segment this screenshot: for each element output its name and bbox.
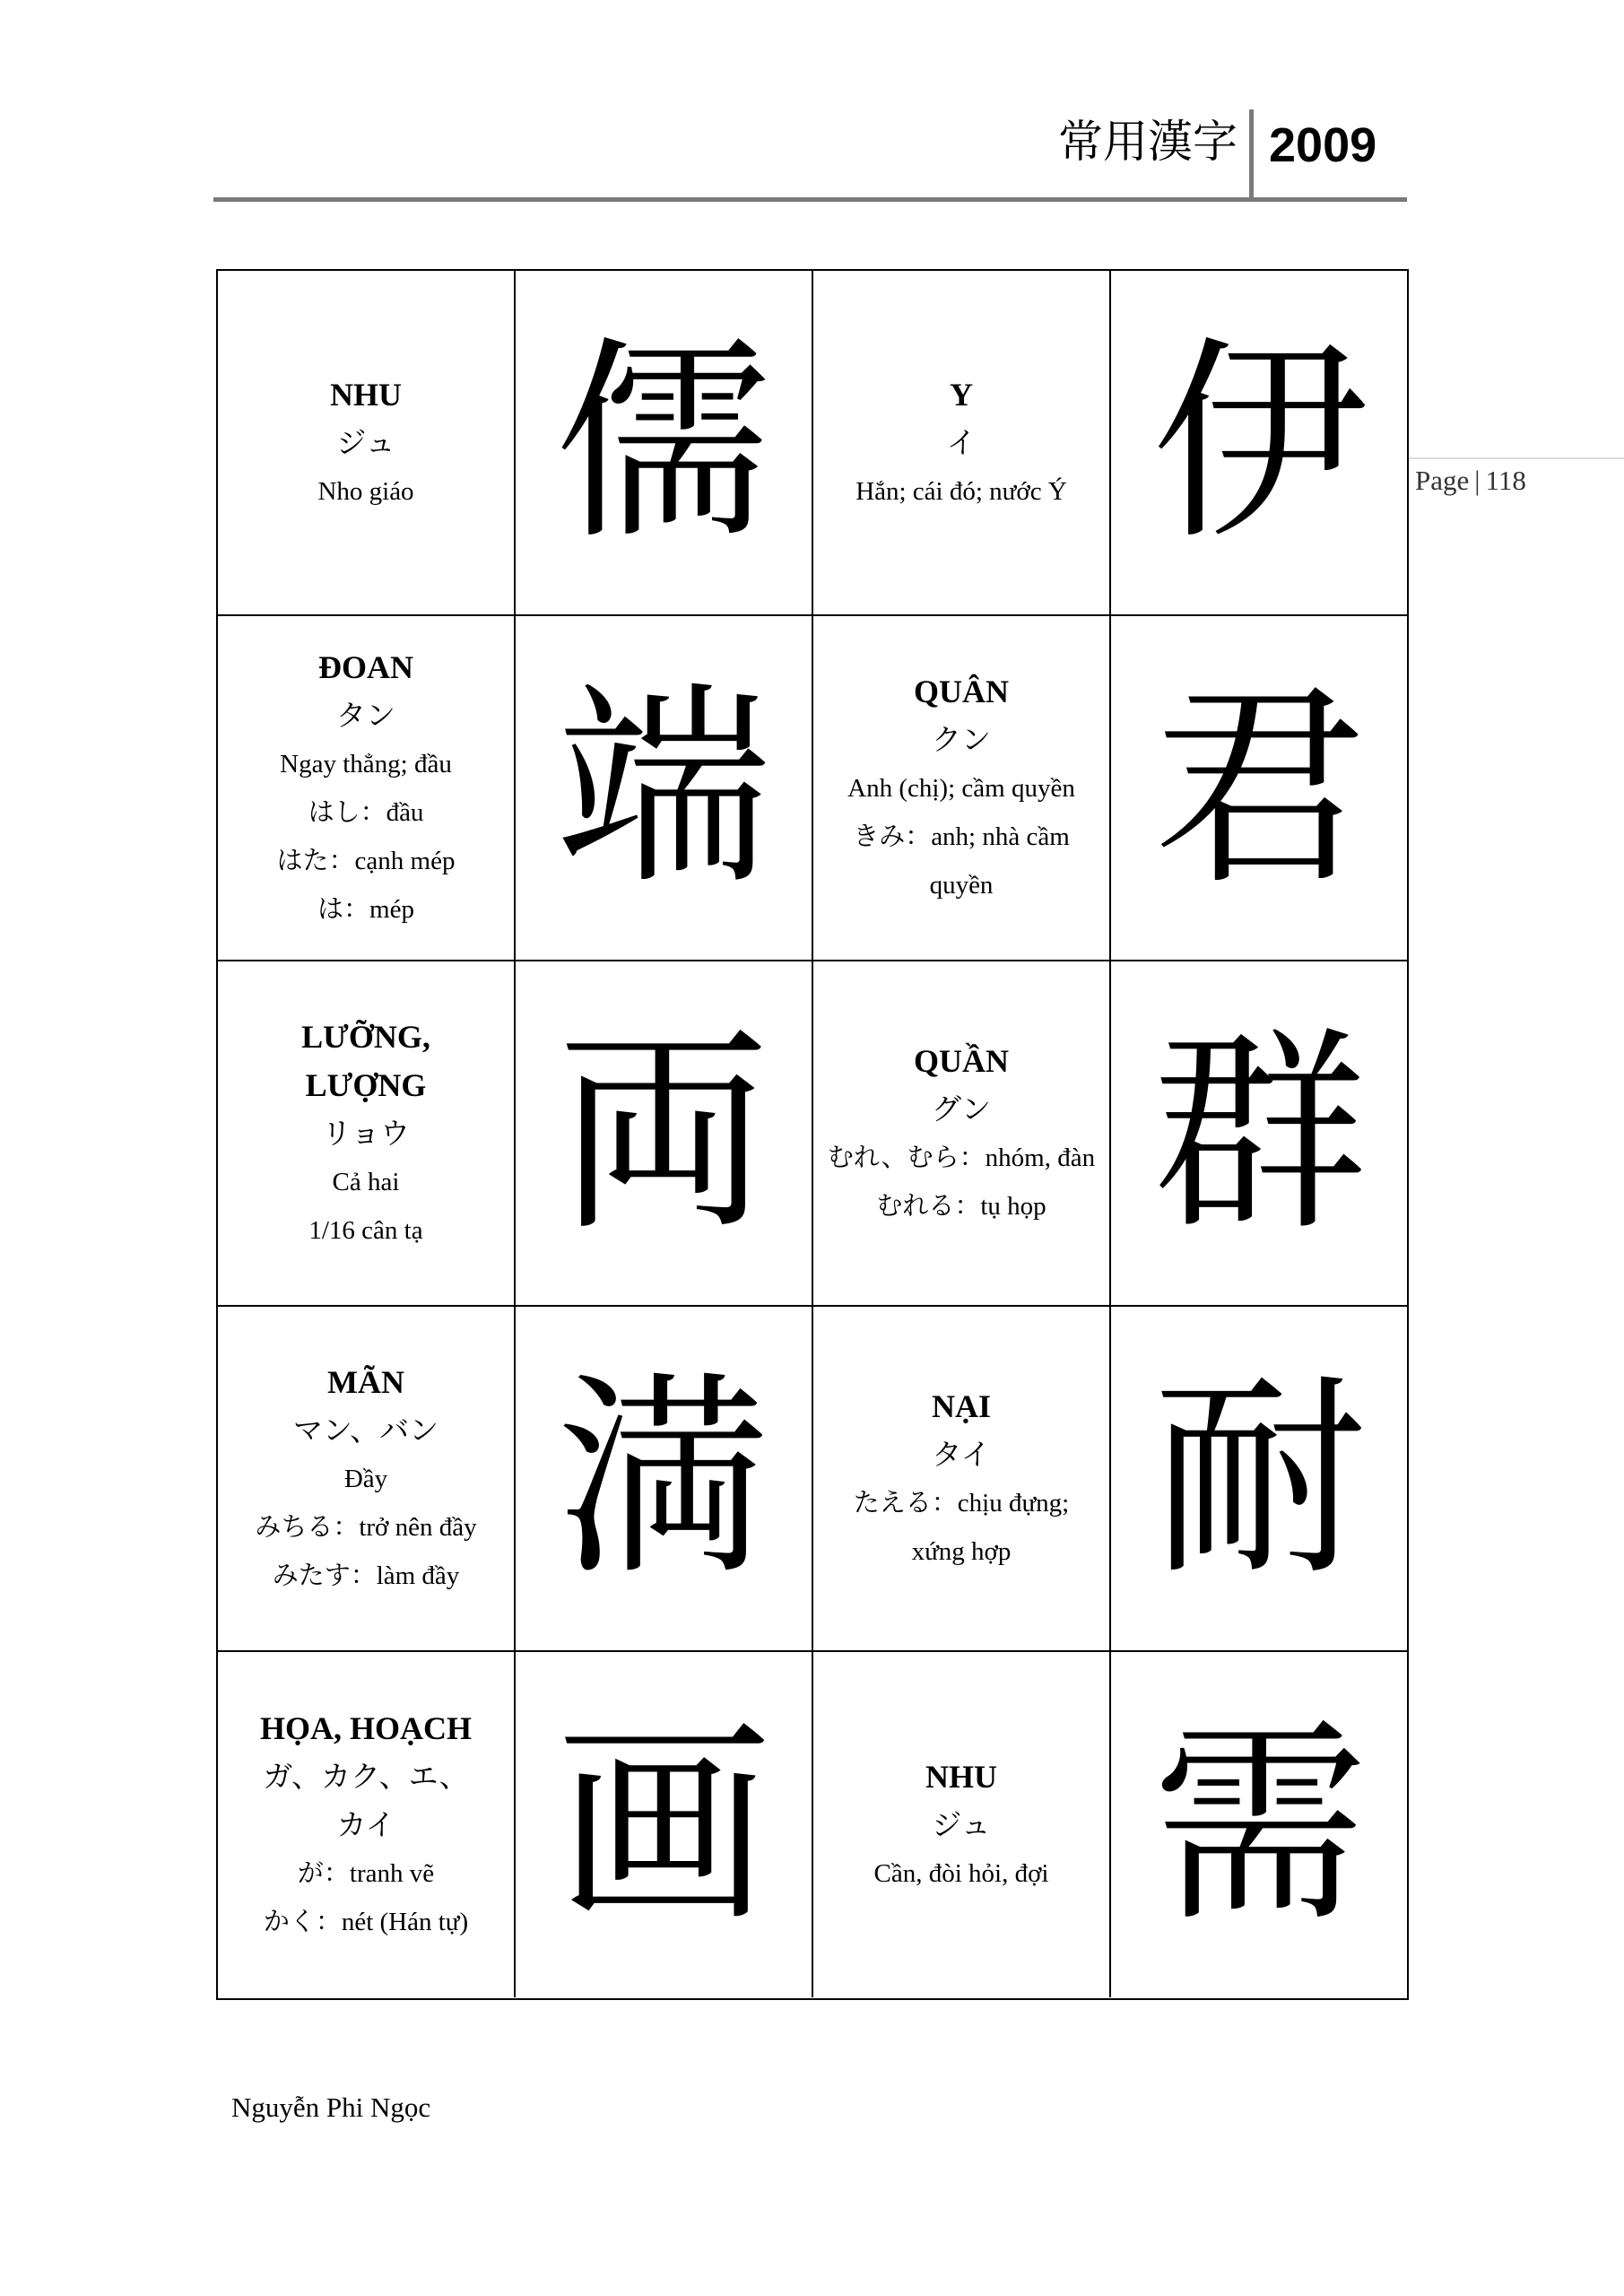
kanji-reading: LƯỠNG,: [301, 1018, 430, 1055]
kanji-glyph-cell: [1111, 1652, 1409, 1997]
kanji-glyph-cell: [516, 1307, 813, 1652]
page-label: Page: [1415, 465, 1470, 496]
kanji-glyph-cell: [1111, 961, 1409, 1307]
kanji-meaning: Cả hai: [332, 1167, 400, 1196]
kanji-meaning: Đầy: [343, 1464, 388, 1493]
kanji-info: [218, 1013, 514, 1255]
kanji-reading: NHU: [330, 376, 402, 413]
header-rule: [213, 197, 1407, 202]
kanji-kana-reading: タイ: [932, 1436, 991, 1472]
kanji-meaning: Anh (chị); cầm quyền: [847, 773, 1075, 803]
kanji-character: 満: [555, 1352, 771, 1605]
header-divider: [1249, 109, 1254, 199]
kanji-meaning: たえる：chịu đựng;: [853, 1488, 1070, 1518]
kanji-info: [218, 643, 514, 934]
kanji-meaning: Ngay thẳng; đầu: [280, 749, 452, 778]
kanji-meaning: quyền: [929, 870, 994, 900]
kanji-character: 需: [1151, 1699, 1368, 1951]
kanji-glyph-cell: [516, 1652, 813, 1997]
kanji-info: [813, 1382, 1109, 1576]
kanji-meaning: xứng hợp: [911, 1536, 1012, 1566]
kanji-character: 端: [555, 662, 771, 914]
kanji-meaning: むれ、むら：nhóm, đàn: [827, 1143, 1096, 1172]
kanji-reading: NHU: [925, 1758, 997, 1795]
kanji-table: [216, 269, 1409, 2000]
kanji-glyph-cell: [1111, 616, 1409, 961]
kanji-meaning: みちる：trở nên đầy: [255, 1512, 477, 1542]
kanji-kana-reading: ジュ: [932, 1806, 991, 1842]
kanji-info: [813, 667, 1109, 909]
kanji-info: [218, 1358, 514, 1600]
kanji-glyph-cell: [516, 271, 813, 616]
page-number: [1415, 463, 1526, 499]
kanji-info-cell: [813, 616, 1111, 961]
footer-author: Nguyễn Phi Ngọc: [231, 2092, 431, 2123]
kanji-meaning: はし：đầu: [308, 797, 424, 827]
kanji-info-cell: [218, 961, 516, 1307]
kanji-meaning: はた：cạnh mép: [276, 846, 456, 875]
page-number-value: 118: [1485, 465, 1526, 496]
kanji-meaning: が：tranh vẽ: [297, 1858, 435, 1888]
kanji-meaning: 1/16 cân tạ: [308, 1215, 423, 1245]
page-separator: |: [1474, 465, 1481, 496]
page-number-rule: [1408, 457, 1624, 459]
kanji-kana-reading: リョウ: [321, 1115, 410, 1151]
kanji-reading: QUÂN: [914, 673, 1009, 709]
kanji-character: 儒: [555, 317, 771, 569]
kanji-reading: QUẦN: [914, 1042, 1009, 1079]
kanji-meaning: むれる：tụ họp: [876, 1191, 1046, 1221]
kanji-character: 両: [555, 1007, 771, 1259]
header-year: 2009: [1269, 118, 1377, 172]
kanji-meaning: みたす：làm đầy: [272, 1561, 460, 1590]
kanji-meaning: きみ：anh; nhà cầm: [853, 822, 1070, 851]
kanji-info-cell: [813, 271, 1111, 616]
kanji-info: [218, 1704, 514, 1946]
kanji-character: 群: [1151, 1007, 1368, 1259]
kanji-info-cell: [218, 1652, 516, 1997]
kanji-meaning: かく：nét (Hán tự): [263, 1907, 469, 1936]
kanji-info-cell: [218, 616, 516, 961]
kanji-character: 画: [555, 1699, 771, 1951]
kanji-info-cell: [218, 1307, 516, 1652]
kanji-meaning: Nho giáo: [317, 476, 414, 506]
kanji-glyph-cell: [1111, 1307, 1409, 1652]
kanji-kana-reading: ジュ: [336, 424, 395, 460]
kanji-kana-reading: クン: [932, 721, 991, 757]
kanji-kana-reading: カイ: [336, 1806, 395, 1842]
kanji-info: [813, 370, 1109, 516]
header-title: 常用漢字: [1058, 116, 1238, 168]
kanji-kana-reading: イ: [946, 424, 977, 460]
kanji-kana-reading: ガ、カク、エ、: [263, 1758, 469, 1794]
kanji-info-cell: [813, 961, 1111, 1307]
kanji-glyph-cell: [516, 961, 813, 1307]
kanji-info: [218, 370, 514, 516]
kanji-character: 耐: [1151, 1352, 1368, 1605]
kanji-reading: HỌA, HOẠCH: [259, 1709, 472, 1746]
kanji-meaning: Hắn; cái đó; nước Ý: [855, 476, 1067, 506]
kanji-info: [813, 1037, 1109, 1231]
kanji-info-cell: [813, 1307, 1111, 1652]
kanji-reading: Y: [950, 376, 973, 413]
kanji-reading: MÃN: [327, 1363, 404, 1400]
kanji-info: [813, 1752, 1109, 1898]
kanji-kana-reading: タン: [336, 697, 395, 733]
kanji-character: 伊: [1151, 317, 1368, 569]
kanji-kana-reading: マン、バン: [292, 1412, 439, 1448]
kanji-reading: ĐOAN: [318, 648, 413, 685]
kanji-meaning: は：mép: [317, 894, 414, 924]
kanji-reading: NẠI: [931, 1387, 991, 1424]
kanji-info-cell: [218, 271, 516, 616]
kanji-reading: LƯỢNG: [305, 1066, 427, 1103]
kanji-character: 君: [1151, 662, 1368, 914]
kanji-glyph-cell: [516, 616, 813, 961]
kanji-glyph-cell: [1111, 271, 1409, 616]
kanji-meaning: Cần, đòi hỏi, đợi: [873, 1858, 1049, 1888]
kanji-kana-reading: グン: [932, 1091, 991, 1126]
kanji-info-cell: [813, 1652, 1111, 1997]
